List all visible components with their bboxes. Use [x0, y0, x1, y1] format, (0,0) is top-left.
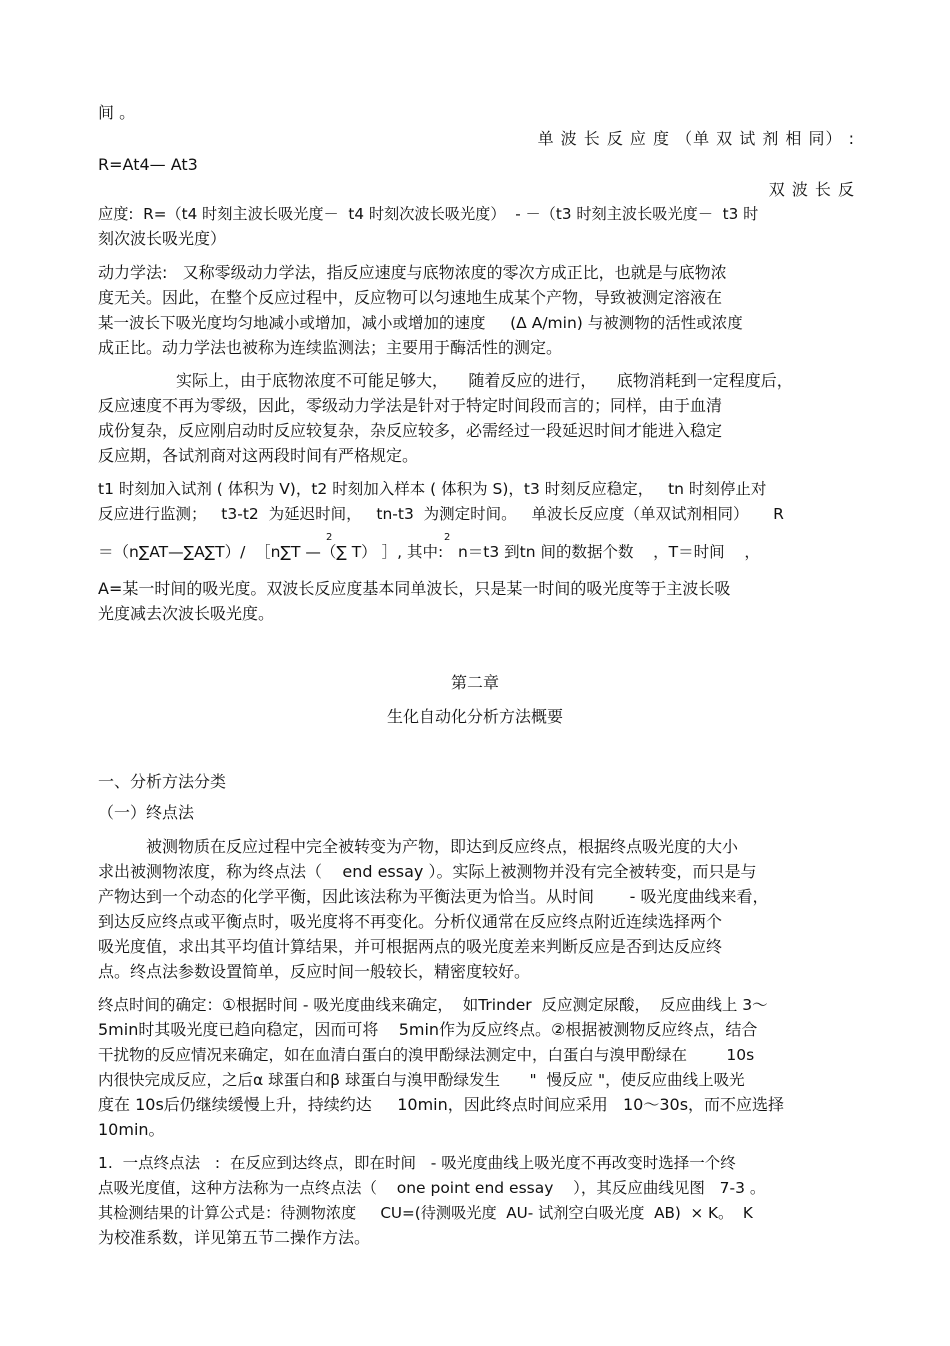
text-line: 点吸光度值，这种方法称为一点终点法（ one point end essay ），其反应曲线见图 7-3 。 [98, 1179, 766, 1197]
text-line: A=某一时间的吸光度。双波长反应度基本同单波长，只是某一时间的吸光度等于主波长吸 [98, 579, 731, 598]
text-line: 某一波长下吸光度均匀地减小或增加，减小或增加的速度 (Δ A/min) 与被测物的活性或浓度 [98, 314, 743, 332]
text-line: 1. 一点终点法 : 在反应到达终点，即在时间 - 吸光度曲线上吸光度不再改变时选择一个终 [98, 1154, 736, 1172]
text-line: R=At4— At3 [98, 155, 198, 174]
text-line: 反应期，各试剂商对这两段时间有严格规定。 [98, 446, 419, 465]
text-line: 10min。 [98, 1120, 165, 1139]
text-line: 吸光度值，求出其平均值计算结果，并可根据两点的吸光度差来判断反应是否到达反应终 [98, 937, 723, 956]
text-line: 成份复杂，反应刚启动时反应较复杂，杂反应较多，必需经过一段延迟时间才能进入稳定 [98, 421, 723, 440]
text-line: 求出被测物浓度，称为终点法（ end essay ）。实际上被测物并没有完全被转变，而只是与 [98, 862, 757, 881]
text-line: 到达反应终点或平衡点时，吸光度将不再变化。分析仪通常在反应终点附近连续选择两个 [98, 912, 723, 931]
text-line: 单 波 长 反 应 度 （单 双 试 剂 相 同） : [537, 129, 855, 148]
text-line: 点。终点法参数设置简单，反应时间一般较长，精密度较好。 [98, 962, 531, 981]
text-line: 度在 10s后仍继续缓慢上升，持续约达 10min，因此终点时间应采用 10～30s，而不应选择 [98, 1095, 785, 1114]
text-line: 间 。 [98, 103, 136, 122]
text-line: 应度: R=（t4 时刻主波长吸光度－ t4 时刻次波长吸光度） - －（t3 时刻主波长吸光度－ t3 时 [98, 205, 759, 223]
text-line: 动力学法: 又称零级动力学法，指反应速度与底物浓度的零次方成正比，也就是与底物浓 [98, 263, 727, 282]
text-line: 被测物质在反应过程中完全被转变为产物，即达到反应终点，根据终点吸光度的大小 [146, 837, 739, 856]
text-line: 产物达到一个动态的化学平衡，因此该法称为平衡法更为恰当。从时间 - 吸光度曲线来看， [98, 887, 769, 906]
text-line: 刻次波长吸光度） [98, 229, 227, 248]
superscript: 2 [326, 532, 333, 543]
section-heading: 一、分析方法分类 [98, 772, 227, 791]
text-line: 反应速度不再为零级，因此，零级动力学法是针对于特定时间段而言的；同样，由于血清 [98, 396, 723, 415]
text-line: 成正比。动力学法也被称为连续监测法；主要用于酶活性的测定。 [98, 338, 563, 357]
text-line: 为校准系数，详见第五节二操作方法。 [98, 1228, 371, 1247]
text-line: 干扰物的反应情况来确定，如在血清白蛋白的溴甲酚绿法测定中，白蛋白与溴甲酚绿在 10s [98, 1046, 755, 1064]
formula-line: ＝（n∑AT—∑A∑T）/ ［n∑T —（∑ T） ］, 其中: n＝t3 到tn 间的数据个数 ，T＝时间 ， [98, 543, 760, 561]
text-line: 光度减去次波长吸光度。 [98, 604, 275, 623]
chapter-title: 生化自动化分析方法概要 [386, 707, 563, 726]
text-line: 终点时间的确定：①根据时间 - 吸光度曲线来确定， 如Trinder 反应测定尿酸， 反应曲线上 3～ [98, 996, 768, 1014]
chapter-label: 第二章 [450, 673, 499, 692]
text-line: 双 波 长 反 [768, 180, 855, 199]
text-line: 反应进行监测； t3-t2 为延迟时间， tn-t3 为测定时间。 单波长反应度（单双试剂相同） R [98, 505, 784, 523]
text-line: 其检测结果的计算公式是：待测物浓度 CU=(待测吸光度 AU- 试剂空白吸光度 AB) × K。 K [98, 1204, 753, 1222]
text-line: 内很快完成反应，之后α 球蛋白和β 球蛋白与溴甲酚绿发生 " 慢反应 "，使反应曲线上吸光 [98, 1071, 745, 1089]
text-line: 5min时其吸光度已趋向稳定，因而可将 5min作为反应终点。②根据被测物反应终点，结合 [98, 1020, 758, 1039]
text-line: 实际上，由于底物浓度不可能足够大， 随着反应的进行， 底物消耗到一定程度后， [176, 371, 793, 390]
text-line: t1 时刻加入试剂 ( 体积为 V)，t2 时刻加入样本 ( 体积为 S)，t3 时刻反应稳定， tn 时刻停止对 [98, 480, 767, 498]
superscript: 2 [444, 532, 451, 543]
text-line: 度无关。因此，在整个反应过程中，反应物可以匀速地生成某个产物，导致被测定溶液在 [98, 288, 723, 307]
subsection-heading: （一）终点法 [98, 803, 195, 822]
